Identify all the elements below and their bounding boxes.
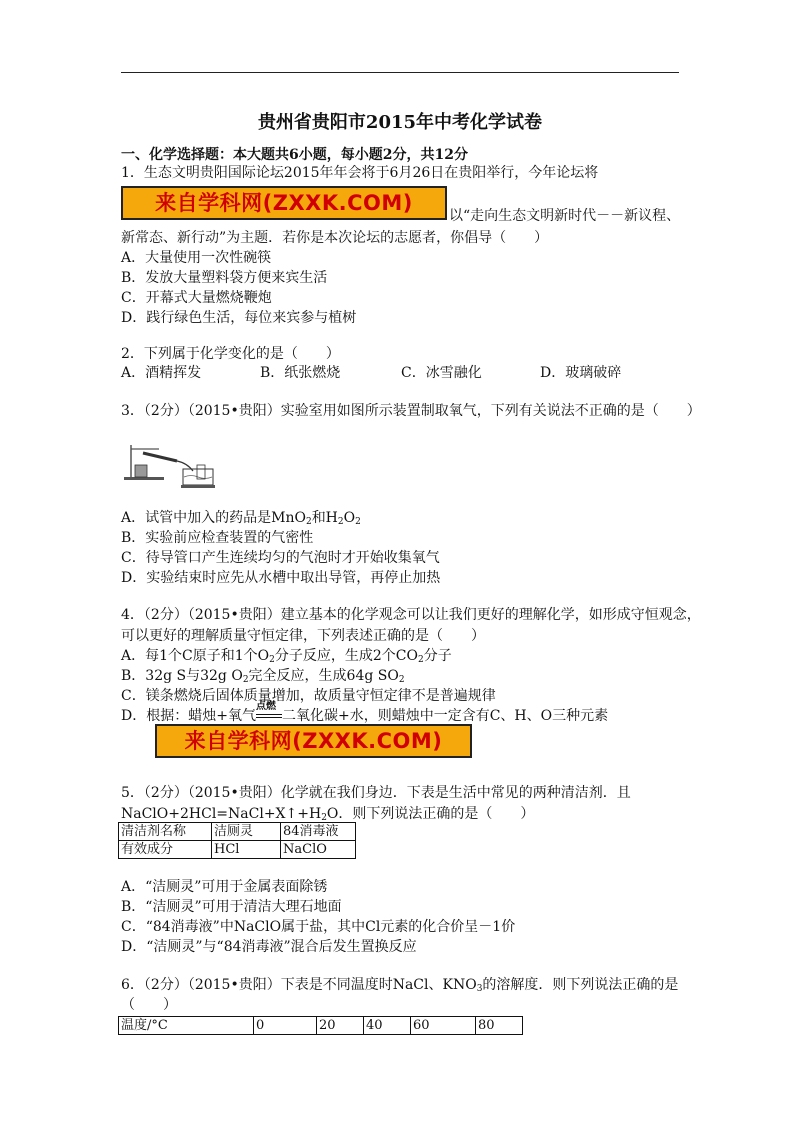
table-cell: 洁厕灵: [212, 823, 281, 841]
q1-option-b: B．发放大量塑料袋方便来宾生活: [121, 270, 328, 286]
apparatus-figure: [121, 437, 221, 492]
q4-stem-line2: 可以更好的理解质量守恒定律，下列表述正确的是（ ）: [121, 628, 485, 644]
table-cell: 60: [411, 1017, 476, 1035]
q4-option-d: D．根据：蜡烛+氧气 点燃 二氧化碳+水，则蜡烛中一定含有C、H、O三种元素: [121, 707, 608, 725]
table-row: [119, 823, 356, 841]
table-cell: 20: [317, 1017, 364, 1035]
q2-option-d: D．玻璃破碎: [540, 365, 622, 381]
watermark-banner-2: 来自学科网(ZXXK.COM): [155, 724, 472, 758]
table-row: [119, 1017, 523, 1035]
q1-option-a: A．大量使用一次性碗筷: [121, 250, 272, 266]
q1-stem-line3: 新常态、新行动”为主题．若你是本次论坛的志愿者，你倡导（ ）: [121, 230, 549, 246]
q1-option-c: C．开幕式大量燃烧鞭炮: [121, 290, 272, 306]
q2-option-b: B．纸张燃烧: [260, 365, 341, 381]
table-cell: 清洁剂名称: [119, 823, 212, 841]
q3-option-d: D．实验结束时应先从水槽中取出导管，再停止加热: [121, 570, 441, 586]
q5-option-a: A．“洁厕灵”可用于金属表面除锈: [121, 879, 328, 895]
q1-stem-line1: 1．生态文明贵阳国际论坛2015年年会将于6月26日在贵阳举行，今年论坛将: [121, 165, 599, 181]
header-rule: [121, 72, 679, 73]
table-cell: 温度/°C: [119, 1017, 254, 1035]
q2-stem: 2．下列属于化学变化的是（ ）: [121, 346, 340, 362]
table-cell: 80: [476, 1017, 523, 1035]
q5-option-c: C．“84消毒液”中NaClO属于盐，其中Cl元素的化合价呈－1价: [121, 919, 516, 935]
q5-option-d: D．“洁厕灵”与“84消毒液”混合后发生置换反应: [121, 939, 417, 955]
table-cell: 0: [254, 1017, 317, 1035]
q1-stem-line2: 以“走向生态文明新时代－－新议程、: [449, 208, 681, 224]
q5-stem-line2: $NaClO+2HCl=NaCl+X↑+H_2O$．则下列说法正确的是（ ）: [121, 806, 535, 823]
q4-stem-line1: 4．（2分）（2015•贵阳）建立基本的化学观念可以让我们更好的理解化学，如形成守恒观念，: [121, 607, 701, 623]
q5-option-b: B．“洁厕灵”可用于清洁大理石地面: [121, 899, 342, 915]
table-cell: 40: [364, 1017, 411, 1035]
q3-option-a: A．试管中加入的药品是MnO$_2$和$H_2O_2$: [121, 510, 361, 527]
q2-option-a: A．酒精挥发: [121, 365, 202, 381]
page-title: 贵州省贵阳市2015年中考化学试卷: [257, 112, 543, 133]
watermark-banner: 来自学科网(ZXXK.COM): [121, 186, 447, 220]
q6-stem-line2: （ ）: [121, 997, 177, 1013]
q3-option-c: C．待导管口产生连续均匀的气泡时才开始收集氧气: [121, 550, 440, 566]
table-cell: NaClO: [281, 841, 356, 859]
q4-option-a: A．每1个C原子和1个$O_2$分子反应，生成2个$CO_2$分子: [121, 648, 452, 665]
q1-option-d: D．践行绿色生活，每位来宾参与植树: [121, 310, 357, 326]
condition-label: 点燃: [255, 701, 276, 712]
q3-option-b: B．实验前应检查装置的气密性: [121, 530, 314, 546]
q5-stem-line1: 5．（2分）（2015•贵阳）化学就在我们身边．下表是生活中常见的两种清洁剂．且: [121, 785, 631, 801]
table-cell: HCl: [212, 841, 281, 859]
solubility-table: [118, 1016, 523, 1035]
q4-option-c: C．镁条燃烧后固体质量增加，故质量守恒定律不是普遍规律: [121, 688, 496, 704]
table-row: [119, 841, 356, 859]
table-cell: 有效成分: [119, 841, 212, 859]
q3-stem: 3．（2分）（2015•贵阳）实验室用如图所示装置制取氧气，下列有关说法不正确的是（ ）: [121, 403, 701, 419]
section-heading: 一、化学选择题：本大题共6小题，每小题2分，共12分: [121, 147, 468, 163]
cleaner-table: [118, 822, 356, 859]
q4-option-b: B．32g S与32g $O_2$完全反应，生成64g $SO_2$: [121, 668, 405, 685]
q2-option-c: C．冰雪融化: [401, 365, 482, 381]
q6-stem-line1: 6．（2分）（2015•贵阳）下表是不同温度时NaCl、$KNO_3$的溶解度．则下列说法正确的是: [121, 977, 679, 994]
table-cell: 84消毒液: [281, 823, 356, 841]
